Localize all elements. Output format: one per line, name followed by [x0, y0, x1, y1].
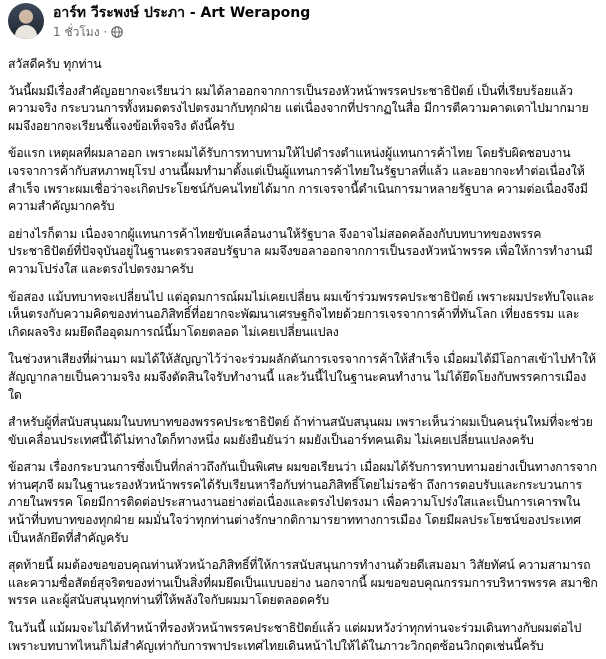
- post-paragraph-7: ข้อสาม เรื่องกระบวนการซึ่งเป็นที่กล่าวถึงกันเป็นพิเศษ ผมขอเรียนว่า เมื่อผมได้รับการทาบทามอย่างเป็นทางการจากท่านศุภจี ผมในฐานะรองหัวหน้าพรรคได้รับเรียนหารือกับท่านอภิสิทธิ์โดยไม่รอช้า ถึงการตอบรับและกระบวนการภายในพรรค โดยมีการติดต่อประสานงานอย่างต่อเนื่องและตรงไปตรงมา เพื่อความโปร่งใสและเป็นการเคารพในหน้าที่บทบาทของทุกฝ่าย ผมมั่นใจว่าทุกท่านต่างรักษากติกามารยาททางการเมือง โดยมีผลประโยชน์ของประเทศเป็นหลักยึดที่สำคัญครับ: [8, 460, 597, 545]
- post-paragraph-1: วันนี้ผมมีเรื่องสำคัญอยากจะเรียนว่า ผมได้ลาออกจากการเป็นรองหัวหน้าพรรคประชาธิปัตย์ เป็นที่เรียบร้อยแล้ว ความจริง กระบวนการทั้งหมดตรงไปตรงมากับทุกฝ่าย แต่เนื่องจากที่ปรากฏในสื่อ มีการตีความคาดเดาไปมากมาย ผมจึงอยากจะเรียนชี้แจงข้อเท็จจริง ดังนี้ครับ: [8, 83, 589, 133]
- post-paragraph-6: สำหรับผู้ที่สนับสนุนผมในบทบาทของพรรคประชาธิปัตย์ ถ้าท่านสนับสนุนผม เพราะเห็นว่าผมเป็นคนรุ่นใหม่ที่จะช่วยขับเคลื่อนประเทศนี้ได้ไม่ทางใดก็ทางหนึ่ง ผมยังยืนยันว่า ผมยังเป็นอาร์ทคนเดิม ไม่เคยเปลี่ยนแปลงครับ: [8, 415, 593, 447]
- post-subline: [53, 24, 310, 40]
- post-paragraph-8: สุดท้ายนี้ ผมต้องขอขอบคุณท่านหัวหน้าอภิสิทธิ์ที่ให้การสนับสนุนการทำงานด้วยดีเสมอมา วิสัยทัศน์ ความสามารถ และความซื่อสัตย์สุจริตของท่านเป็นสิ่งที่ผมยึดเป็นแบบอย่าง นอกจากนี้ ผมขอขอบคุณกรรมการบริหารพรรค สมาชิกพรรค และผู้สนับสนุนทุกท่านที่ให้พลังใจกับผมมาโดยตลอดครับ: [8, 558, 598, 608]
- separator-dot: ·: [103, 25, 108, 39]
- post-paragraph-9: ในวันนี้ แม้ผมจะไม่ได้ทำหน้าที่รองหัวหน้าพรรคประชาธิปัตย์แล้ว แต่ผมหวังว่าทุกท่านจะร่วมเดินทางกับผมต่อไป เพราะบทบาทไหนก็ไม่สำคัญเท่ากับการพาประเทศไทยเดินหน้าไปให้ได้ในภาวะวิกฤตซ้อนวิกฤตเช่นนี้ครับ: [8, 621, 582, 653]
- post-header: [8, 0, 598, 46]
- globe-icon[interactable]: [111, 26, 123, 38]
- author-name[interactable]: อาร์ท วีระพงษ์ ประภา - Art Werapong: [53, 5, 311, 21]
- post-meta: [53, 2, 310, 40]
- post-greeting: สวัสดีครับ ทุกท่าน: [8, 57, 102, 71]
- author-avatar[interactable]: [8, 3, 44, 39]
- post-paragraph-5: ในช่วงหาเสียงที่ผ่านมา ผมได้ให้สัญญาไว้ว่าจะร่วมผลักดันการเจรจาการค้าให้สำเร็จ เมื่อผมได้มีโอกาสเข้าไปทำให้สัญญากลายเป็นความจริง ผมจึงตัดสินใจรับทำงานนี้ และวันนี้ไปในฐานะคนทำงาน ไม่ได้ยึดโยงกับพรรคการเมืองใด: [8, 352, 596, 402]
- post-body: [8, 56, 598, 655]
- post-paragraph-2: ข้อแรก เหตุผลที่ผมลาออก เพราะผมได้รับการทาบทามให้ไปดำรงตำแหน่งผู้แทนการค้าไทย โดยรับผิดชอบงานเจรจาการค้ากับสหภาพยุโรป งานนี้ผมทำมาตั้งแต่เป็นผู้แทนการค้าไทยในรัฐบาลที่แล้ว และอยากจะทำต่อเนื่องให้สำเร็จ เพราะผมเชื่อว่าจะเกิดประโยชน์กับคนไทยได้มาก การเจรจานี้ดำเนินการมาหลายรัฐบาล ความต่อเนื่องจึงมีความสำคัญมากครับ: [8, 146, 588, 214]
- post-paragraph-4: ข้อสอง แม้บทบาทจะเปลี่ยนไป แต่อุดมการณ์ผมไม่เคยเปลี่ยน ผมเข้าร่วมพรรคประชาธิปัตย์ เพราะผมประทับใจและเห็นตรงกับความคิดของท่านอภิสิทธิ์ที่อยากจะพัฒนาเศรษฐกิจไทยด้วยการเจรจาการค้าที่ทันโลก เที่ยงธรรม และเกิดผลจริง ผมยึดถืออุดมการณ์นี้มาโดยตลอด ไม่เคยเปลี่ยนแปลง: [8, 289, 595, 339]
- post-paragraph-3: อย่างไรก็ตาม เนื่องจากผู้แทนการค้าไทยขับเคลื่อนงานให้รัฐบาล จึงอาจไม่สอดคล้องกับบทบาทของพรรคประชาธิปัตย์ที่ปัจจุบันอยู่ในฐานะตรวจสอบรัฐบาล ผมจึงขอลาออกจากการเป็นรองหัวหน้าพรรค เพื่อให้การทำงานมีความโปร่งใส และตรงไปตรงมาครับ: [8, 226, 593, 276]
- post-timestamp[interactable]: 1 ชั่วโมง: [53, 25, 100, 39]
